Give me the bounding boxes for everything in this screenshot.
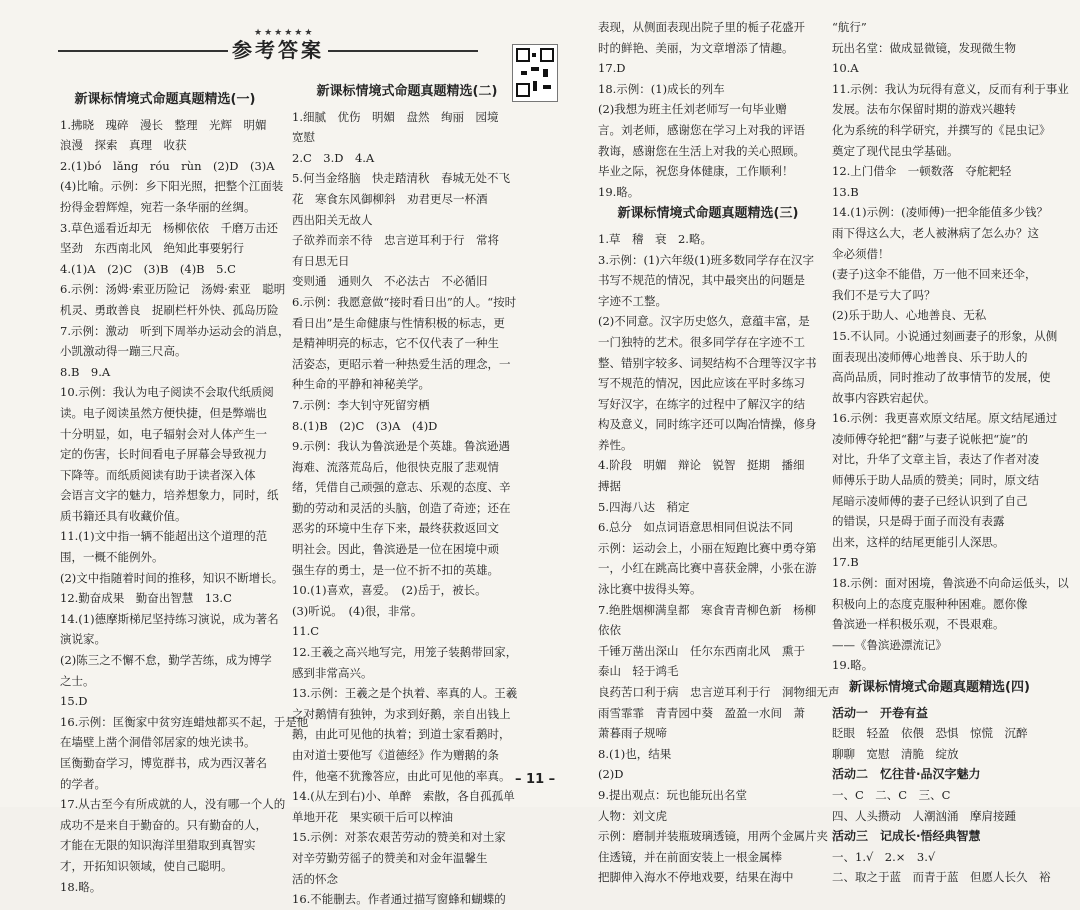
qr-finder [516, 48, 530, 62]
column-3 [598, 17, 840, 888]
answer-line: 11.示例：我认为玩得有意义，反而有利于事业 [832, 81, 1069, 96]
answer-line: 尾暗示凌师傅的妻子已经认识到了自己 [832, 493, 1028, 508]
answer-line: 2.C 3.D 4.A [292, 150, 375, 165]
answer-line: 整、错别字较多、词契结构不合理等汉字书 [598, 355, 817, 370]
answer-line: 3.示例：(1)六年级(1)班多数同学存在汉字 [598, 252, 815, 267]
answer-line: (妻子)这伞不能借，万一他不回来还伞， [832, 267, 1037, 282]
col4-lines [832, 17, 1069, 888]
answer-line: 发展。法布尔保留时期的游戏兴趣转 [832, 102, 1016, 117]
answer-line: 泰山 轻于鸿毛 [598, 664, 679, 679]
answer-line: 勤的劳动和灵活的头脑，创造了奇迹；还在 [292, 500, 511, 515]
answer-line: 毕业之际，祝您身体健康，工作顺利！ [598, 164, 794, 179]
answer-line: 19.略。 [832, 658, 874, 673]
answer-key-title: 参考答案 [232, 38, 324, 62]
answer-line: 面表现出凌师傅心地善良、乐于助人的 [832, 349, 1028, 364]
answer-line: 一门独特的艺术。很多同学存在字迹不工 [598, 334, 805, 349]
answer-line: 9.示例：我认为鲁滨逊是个英雄。鲁滨逊遇 [292, 439, 510, 454]
answer-line: 积极向上的态度克服种种困难。愿你像 [832, 596, 1028, 611]
answer-line: 聊聊 宽慰 清脆 绽放 [832, 746, 959, 761]
answer-line: 件，他毫不犹豫答应，由此可见他的率真。 [292, 768, 511, 783]
answer-line: 11.C [292, 624, 320, 639]
answer-line: 子欲养而亲不待 忠言逆耳利于行 常将 [292, 233, 499, 248]
answer-line: 搏据 [598, 479, 621, 494]
answer-line: 10.示例：我认为电子阅读不会取代纸质阅 [60, 385, 274, 400]
answer-line: 6.示例：汤姆·索亚历险记 汤姆·索亚 聪明 [60, 282, 286, 297]
answer-line: 一，小红在跳高比赛中喜获金牌，小张在游 [598, 561, 817, 576]
answer-line: 18.略。 [60, 879, 102, 894]
answer-line: 写好汉字，在练字的过程中了解汉字的结 [598, 396, 805, 411]
answer-line: 感到非常高兴。 [292, 665, 373, 680]
answer-line: 单地开花 果实硕干后可以榨油 [292, 809, 453, 824]
header-stars: ★★★★★★ [254, 28, 315, 38]
answer-line: 17.B [832, 555, 859, 570]
answer-line: 雨雪霏霏 青青园中葵 盈盈一水间 萧 [598, 705, 805, 720]
answer-line: 19.略。 [598, 184, 640, 199]
answer-line: 17.D [598, 61, 626, 76]
col2-lines [292, 107, 522, 910]
answer-line: 伞必须借！ [832, 246, 890, 261]
answer-line: 眨眼 轻盈 依偎 恐惧 惊慌 沉醉 [832, 726, 1028, 741]
answer-line: 9.提出观点：玩也能玩出名堂 [598, 787, 747, 802]
qr-module [531, 67, 539, 71]
answer-line: 7.示例：激动 听到下周举办运动会的消息， [60, 323, 290, 338]
answer-line: 看日出”是生命健康与性情积极的标志，更 [292, 315, 505, 330]
answer-line: 8.B 9.A [60, 364, 111, 379]
answer-line: 养性。 [598, 437, 633, 452]
answer-line: 化为系统的科学研究，并撰写的《昆虫记》 [832, 122, 1051, 137]
header-rule-left [58, 50, 228, 52]
answer-line: 18.示例：(1)成长的列车 [598, 81, 725, 96]
answer-line: (2)不同意。汉字历史悠久，意蕴丰富，是 [598, 314, 810, 329]
answer-line: 5.何当金络脑 快走踏清秋 春城无处不飞 [292, 171, 510, 186]
answer-line: 的错误，只是碍于面子而没有表露 [832, 514, 1005, 529]
answer-line: (2)文中指随着时间的推移，知识不断增长。 [60, 570, 284, 585]
answer-line: 绪，凭借自己顽强的意志、乐观的态度、辛 [292, 480, 511, 495]
answer-line: 活姿态，更昭示着一种热爱生活的理念，一 [292, 356, 511, 371]
column-2 [292, 80, 522, 910]
answer-line: 6.总分 如点词语意思相同但说法不同 [598, 520, 793, 535]
answer-line: 教诲，感谢您在生活上对我的关心照顾。 [598, 143, 805, 158]
answer-line: 13.示例：王羲之是个执着、率真的人。王羲 [292, 686, 518, 701]
answer-line: 表现，从侧面表现出院子里的栀子花盛开 [598, 20, 805, 34]
answer-line: 海难、流落荒岛后，他很快克服了悲观情 [292, 459, 499, 474]
answer-line: 有日思无日 [292, 253, 350, 268]
answer-line: 4.(1)A (2)C (3)B (4)B 5.C [60, 261, 236, 276]
answer-line: 15.不认同。小说通过刻画妻子的形象，从侧 [832, 328, 1058, 343]
answer-line: 10.A [832, 61, 859, 76]
answer-line: 活动三 记成长·悟经典智慧 [832, 829, 981, 844]
answer-line: “航行” [832, 20, 867, 34]
answer-line: 之对鹅情有独钟，为求到好鹅，亲自出钱上 [292, 706, 511, 721]
answer-line: 雨下得这么大，老人被淋病了怎么办？这 [832, 225, 1039, 240]
answer-line: 种生命的平静和神秘美学。 [292, 377, 430, 392]
section-title-2: 新课标情境式命题真题精选(二) [316, 84, 498, 99]
answer-line: 1.拂晓 瑰碎 漫长 整理 光辉 明媚 [60, 117, 267, 132]
answer-line: 西出阳关无故人 [292, 212, 373, 227]
qr-module [532, 53, 536, 57]
page-number: – 11 – [515, 772, 556, 787]
answer-line: (2)D [598, 767, 624, 782]
answer-line: 故事内容跌宕起伏。 [832, 390, 936, 405]
answer-line: 构及意义，同时练字还可以陶冶情操，修身 [598, 417, 817, 432]
qr-module [543, 69, 548, 77]
answer-line: 1.草 稽 衰 2.略。 [598, 231, 712, 246]
answer-line: 10.(1)喜欢，喜爱。 (2)岳于，被长。 [292, 583, 487, 598]
answer-line: 凌师傅夺轮把“翻”与妻子说帐把“旋”的 [832, 431, 1029, 446]
answer-line: 明社会。因此，鲁滨逊是一位在困境中顽 [292, 542, 499, 557]
answer-line: 2.(1)bó lǎng róu rùn (2)D (3)A [60, 158, 275, 173]
answer-line: 依依 [598, 623, 621, 638]
answer-line: 对辛劳勤劳徭子的赞美和对金年温馨生 [292, 850, 488, 865]
answer-line: 活动二 忆往昔·品汉字魅力 [832, 767, 981, 782]
answer-line: (3)听说。 (4)很，非常。 [292, 603, 423, 618]
section-title-1: 新课标情境式命题真题精选(一) [74, 92, 256, 107]
qr-module [533, 81, 537, 91]
answer-line: 定的伤害，长时间看电子屏幕会导致视力 [60, 447, 267, 462]
answer-line: 活动一 开卷有益 [832, 705, 929, 720]
col3-lines [598, 17, 840, 888]
answer-line: 14.(1)示例：(凌师傅)一把伞能值多少钱？ [832, 205, 1049, 220]
answer-line: 18.示例：面对困境，鲁滨逊不向命运低头，以 [832, 576, 1069, 591]
answer-line: 高尚品质，同时推动了故事情节的发展，使 [832, 370, 1051, 385]
answer-line: 恶劣的环境中生存下来，最终获救返回文 [292, 521, 499, 536]
answer-line: (2)乐于助人、心地善良、无私 [832, 308, 987, 323]
answer-line: 下降等。而纸质阅读有助于读者深入体 [60, 467, 256, 482]
answer-line: 玩出名堂：做成显微镜，发现微生物 [832, 40, 1016, 55]
answer-line: 演说家。 [60, 632, 106, 647]
answer-line: 机灵、勇敢善良 捉刷栏杆外快、孤岛历险 [60, 302, 279, 317]
section-title: 新课标情境式命题真题精选(四) [849, 680, 1030, 695]
answer-line: 四、人头攒动 人潮汹涌 摩肩接踵 [832, 808, 1016, 823]
answer-line: 鲁滨逊一样积极乐观，不畏艰难。 [832, 617, 1005, 632]
answer-key-header [58, 28, 478, 68]
answer-line: 7.示例：李大钊守死留穷栖 [292, 397, 430, 412]
qr-finder [540, 48, 554, 62]
answer-line: 16.示例：我更喜欢原文结尾。原文结尾通过 [832, 411, 1058, 426]
answer-line: 萧暮雨子规啼 [598, 726, 667, 741]
answer-line: 14.(从左到右)小、单醉 索散，各自孤孤单 [292, 789, 515, 804]
answer-line: 泳比赛中拔得头筹。 [598, 582, 702, 597]
answer-line: 活的怀念 [292, 871, 338, 886]
answer-line: 示例：磨制并装瓶玻璃透镜，用两个金属片夹 [598, 829, 828, 844]
answer-line: 质书籍还具有收藏价值。 [60, 508, 187, 523]
answer-line: 7.绝胜烟柳满皇都 寒食青青柳色新 杨柳 [598, 602, 816, 617]
answer-line: 奠定了现代昆虫学基础。 [832, 143, 959, 158]
answer-line: 鹅，由此可见他的执着；到道士家看鹅时， [292, 727, 511, 742]
answer-line: 我们不是亏大了吗？ [832, 287, 936, 302]
answer-line: 二、取之于蓝 而青于蓝 但愿人长久 裕 [832, 870, 1051, 885]
answer-line: 书写不规范的情况，其中最突出的问题是 [598, 273, 805, 288]
answer-line: 变则通 通则久 不必法古 不必循旧 [292, 274, 488, 289]
answer-line: 坚劲 东西南北风 绝知此事要躬行 [60, 241, 244, 256]
answer-line: ——《鲁滨逊漂流记》 [832, 637, 947, 652]
answer-line: 6.示例：我愿意做“接时看日出”的人。“按时 [292, 294, 517, 309]
answer-line: 示例：运动会上，小丽在短跑比赛中勇夺第 [598, 540, 817, 555]
answer-line: 会语言文字的魅力，培养想象力，同时，纸 [60, 488, 279, 503]
answer-line: 一、1.√ 2.× 3.√ [832, 849, 936, 864]
answer-line: 十分明显，如，电子辐射会对人体产生一 [60, 426, 267, 441]
answer-line: 12.勤奋成果 勤奋出智慧 13.C [60, 591, 232, 606]
answer-line: 成功不是来自于勤奋的。只有勤奋的人， [60, 817, 267, 832]
answer-line: 宽慰 [292, 130, 315, 145]
answer-line: 浪漫 探索 真理 收获 [60, 138, 187, 153]
answer-line: 言。刘老师，感谢您在学习上对我的评语 [598, 122, 805, 137]
answer-line: (2)我想为班主任刘老师写一句毕业赠 [598, 102, 787, 117]
qr-module [521, 71, 527, 75]
answer-line: 12.王羲之高兴地写完，用笼子装鹅带回家， [292, 645, 518, 660]
answer-line: 是精神明亮的标志，它不仅代表了一种生 [292, 336, 499, 351]
answer-line: 花 寒食东风御柳斜 劝君更尽一杯酒 [292, 191, 488, 206]
answer-line: 17.从古至今有所成就的人，没有哪一个人的 [60, 797, 286, 812]
answer-line: 强生存的勇士，是一位不折不扣的英雄。 [292, 562, 499, 577]
answer-line: 对比，升华了文章主旨，表达了作者对凌 [832, 452, 1039, 467]
column-4 [832, 17, 1069, 888]
answer-line: 8.(1)也，结果 [598, 746, 672, 761]
answer-line: 千锤万凿出深山 任尔东西南北风 熏于 [598, 643, 805, 658]
answer-line: 16.不能删去。作者通过描写窗蜂和蝴蝶的 [292, 892, 506, 907]
answer-line: 小凯激动得一蹦三尺高。 [60, 344, 187, 359]
answer-line: 才能在无限的知识海洋里猎取到真智实 [60, 838, 256, 853]
answer-line: 师傅乐于助人品质的赞美；同时，原文结 [832, 473, 1039, 488]
answer-line: 住透镜，并在前面安装上一根金属棒 [598, 849, 782, 864]
answer-line: 的学者。 [60, 776, 106, 791]
answer-line: 扮得金碧辉煌，宛若一条华丽的丝绸。 [60, 199, 256, 214]
answer-line: 之士。 [60, 673, 95, 688]
answer-line: 16.示例：匡衡家中贫穷连蜡烛都买不起，于是他 [60, 714, 309, 729]
answer-line: 15.D [60, 694, 88, 709]
answer-line: 5.四海八达 稍定 [598, 499, 690, 514]
answer-line: 才，开拓知识领域，使自己聪明。 [60, 858, 233, 873]
answer-line: 时的鲜艳、美丽，为文章增添了情趣。 [598, 40, 794, 55]
answer-line: 15.示例：对茶农艰苦劳动的赞美和对土家 [292, 830, 506, 845]
answer-line: 把脚伸入海水不停地戏要，结果在海中 [598, 870, 794, 885]
answer-line: 一、C 二、C 三、C [832, 787, 951, 802]
answer-line: 由对道士要他写《道德经》作为赠鹅的条 [292, 748, 499, 762]
answer-line: 4.阶段 明媚 辩论 锐智 挺期 播细 [598, 458, 805, 473]
answer-line: 1.细腻 优伤 明媚 盘然 绚丽 园境 [292, 109, 499, 124]
qr-module [543, 85, 551, 89]
answer-line: 字迹不工整。 [598, 293, 667, 308]
answer-line: (2)陈三之不懈不怠，勤学苦练，成为博学 [60, 653, 272, 668]
answer-line: 11.(1)文中指一辆不能超出这个道理的范 [60, 529, 268, 544]
answer-line: 写不规范的情况，因此应该在平时多练习 [598, 376, 805, 391]
answer-line: 3.草色遥看近却无 杨柳依依 千磨万击还 [60, 220, 278, 235]
section-title: 新课标情境式命题真题精选(三) [617, 206, 799, 222]
answer-line: 读。电子阅读虽然方便快捷，但是弊端也 [60, 405, 267, 420]
answer-line: 围，一概不能例外。 [60, 550, 164, 565]
answer-line: 出来，这样的结尾更能引人深思。 [832, 534, 1005, 549]
header-rule-right [328, 50, 478, 52]
answer-line: 人物：刘文虎 [598, 808, 667, 823]
answer-line: 8.(1)B (2)C (3)A (4)D [292, 418, 438, 433]
answer-line: (4)比喻。示例：乡下阳光照，把整个江面装 [60, 179, 284, 194]
answer-line: 良药苦口利于病 忠言逆耳利于行 洞物细无声 [598, 685, 840, 699]
answer-line: 在墙壁上凿个洞借邻居家的烛光读书。 [60, 735, 256, 750]
answer-line: 12.上门借伞 一顿数落 夺舵耙轻 [832, 164, 1012, 179]
answer-line: 13.B [832, 184, 859, 199]
answer-line: 匡衡勤奋学习，博览群书，成为西汉著名 [60, 756, 267, 770]
answer-line: 14.(1)德摩斯梯尼坚持练习演说，成为著名 [60, 611, 279, 626]
